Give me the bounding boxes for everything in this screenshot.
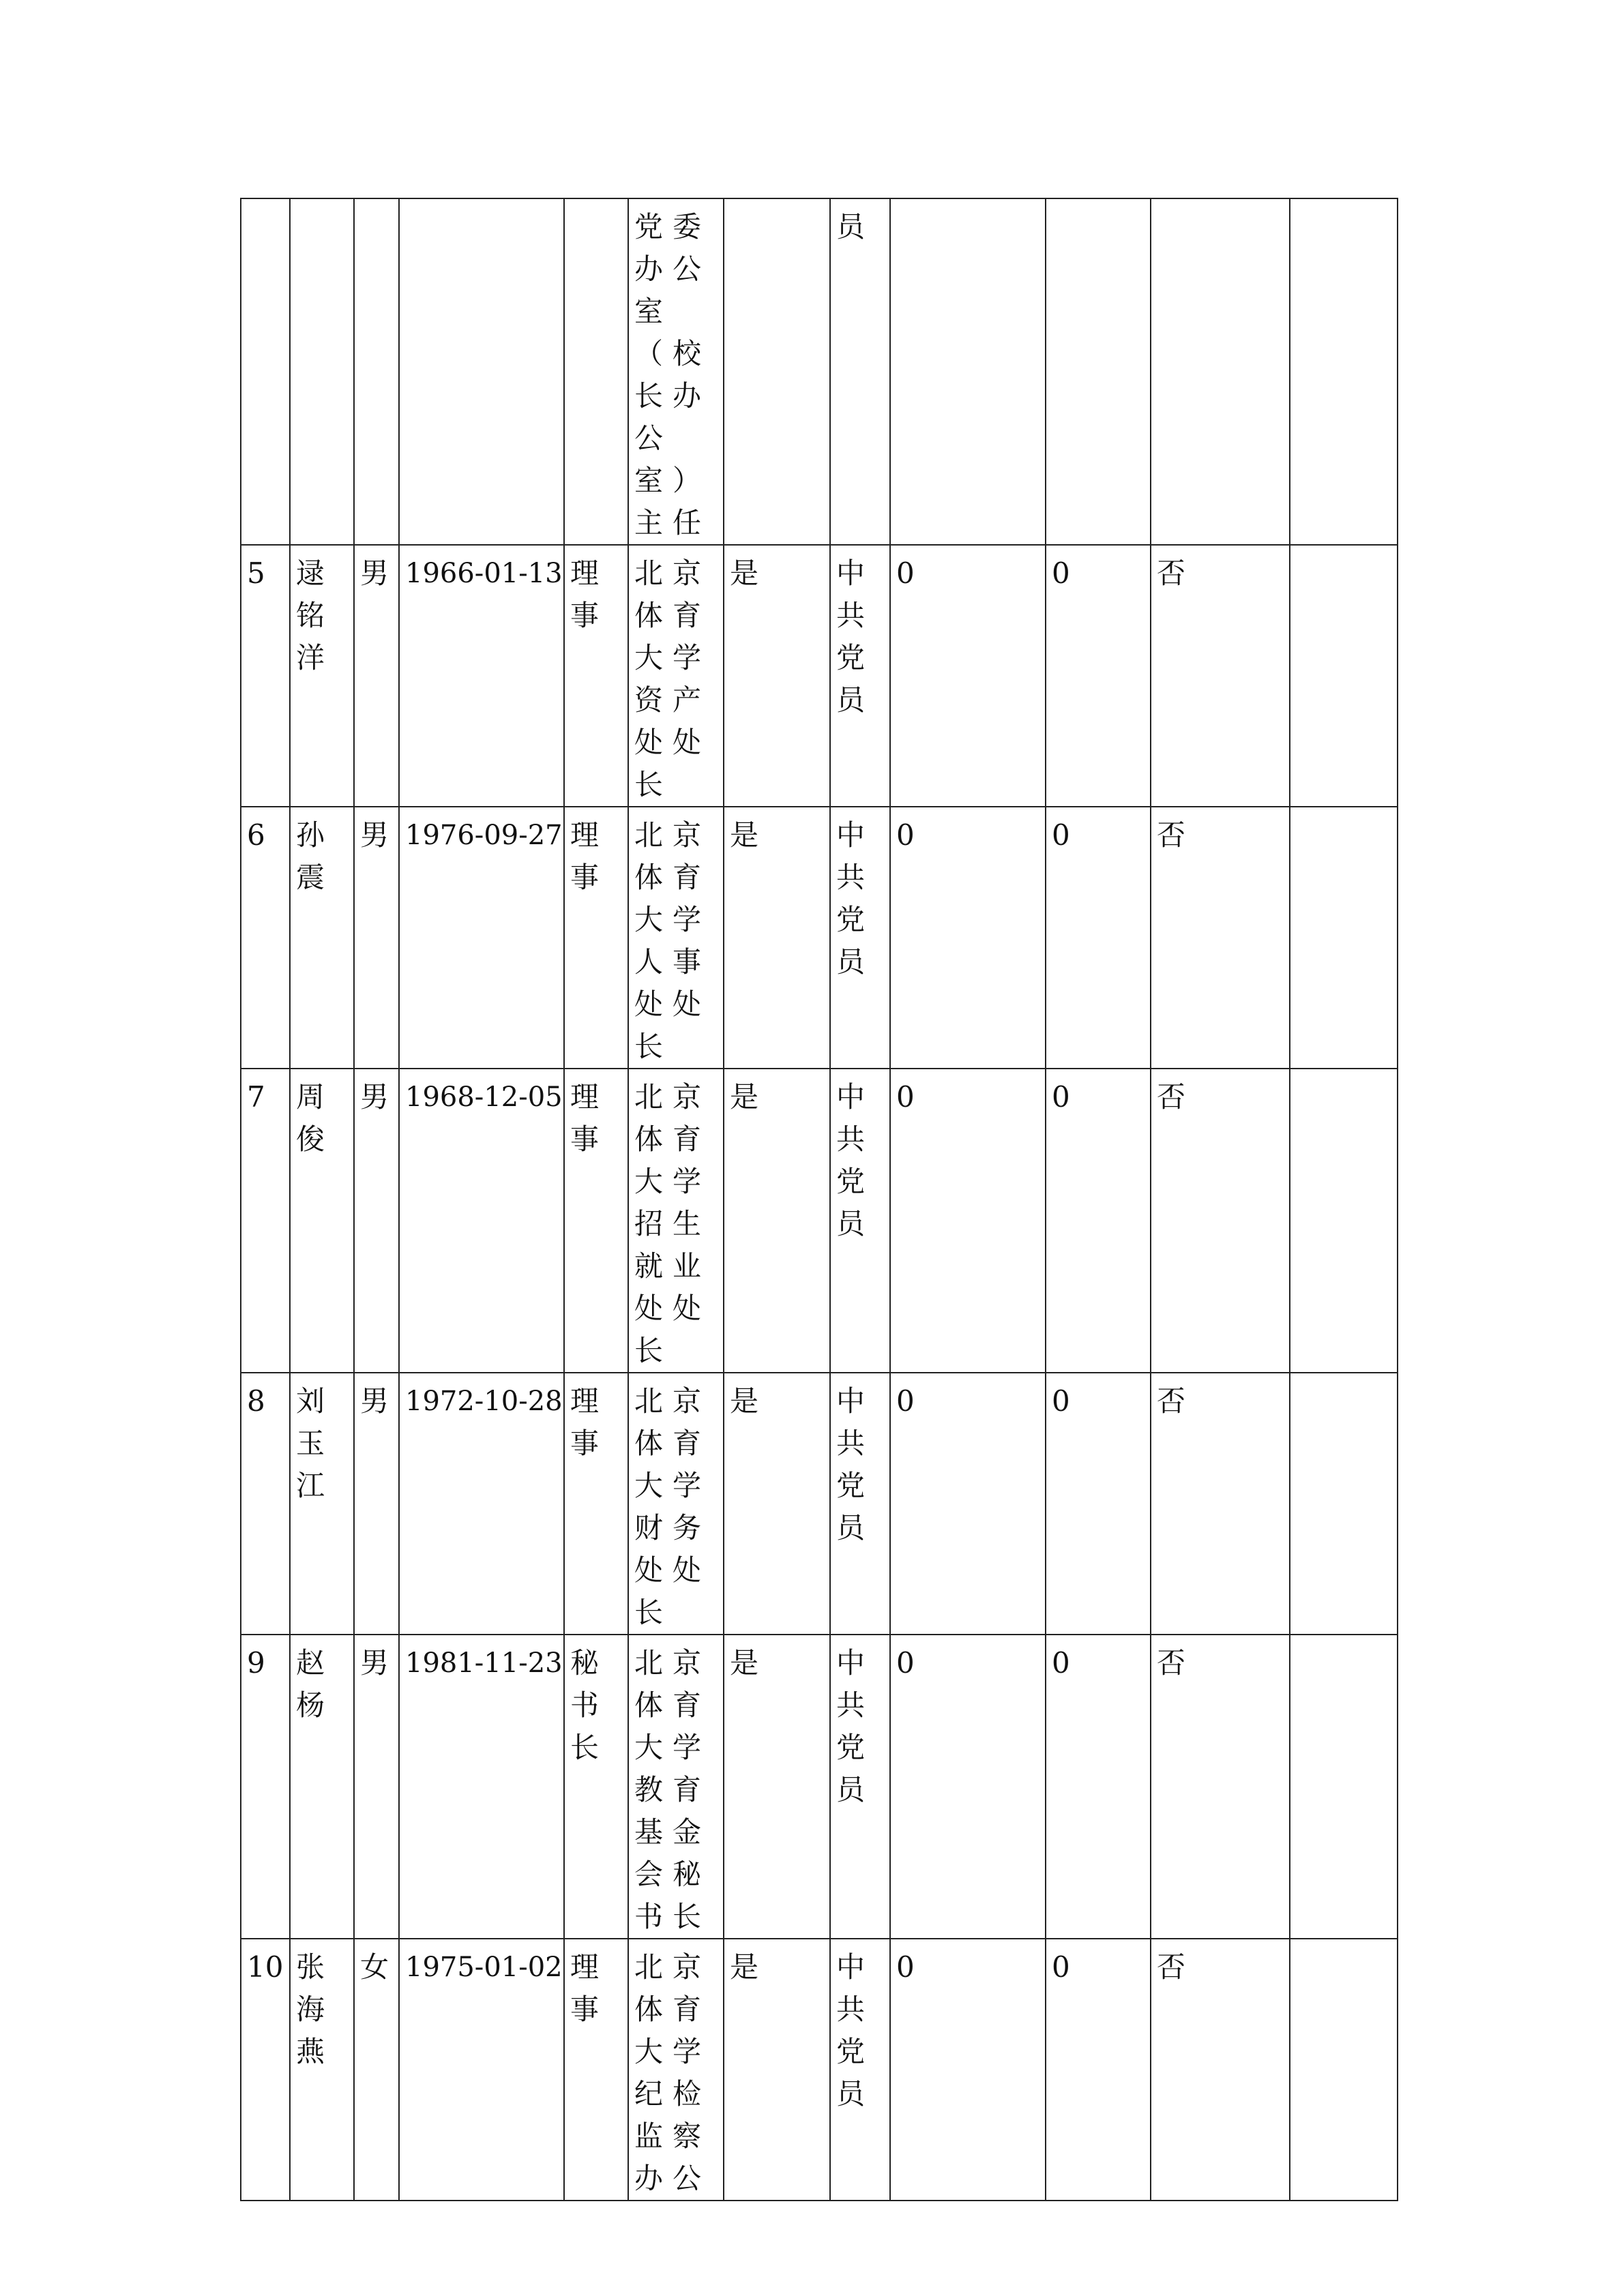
cell-col9: 0 xyxy=(890,1373,1046,1635)
cell-col11: 否 xyxy=(1151,1635,1290,1939)
cell-position: 北京体育大学教育基金会秘书长 xyxy=(628,1635,724,1939)
cell-party: 中共党员 xyxy=(830,807,890,1069)
cell-no: 8 xyxy=(241,1373,290,1635)
table-row xyxy=(241,1635,1398,1939)
cell-col10 xyxy=(1046,198,1151,545)
cell-col11: 否 xyxy=(1151,1069,1290,1373)
cell-fulltime xyxy=(724,198,830,545)
cell-col10: 0 xyxy=(1046,1939,1151,2201)
cell-birth xyxy=(399,198,564,545)
cell-col12 xyxy=(1290,1373,1398,1635)
cell-name: 逯铭洋 xyxy=(290,545,354,807)
cell-no: 9 xyxy=(241,1635,290,1939)
cell-role: 理事 xyxy=(564,807,628,1069)
cell-party: 中共党员 xyxy=(830,1069,890,1373)
cell-no xyxy=(241,198,290,545)
cell-col12 xyxy=(1290,1635,1398,1939)
cell-col11: 否 xyxy=(1151,545,1290,807)
cell-col11: 否 xyxy=(1151,807,1290,1069)
cell-col12 xyxy=(1290,807,1398,1069)
cell-fulltime: 是 xyxy=(724,1939,830,2201)
table-row xyxy=(241,1939,1398,2201)
cell-col12 xyxy=(1290,198,1398,545)
cell-name xyxy=(290,198,354,545)
cell-party: 中共党员 xyxy=(830,1635,890,1939)
cell-col9: 0 xyxy=(890,1635,1046,1939)
cell-fulltime: 是 xyxy=(724,1373,830,1635)
cell-fulltime: 是 xyxy=(724,545,830,807)
cell-gender: 男 xyxy=(354,807,399,1069)
cell-col9: 0 xyxy=(890,1939,1046,2201)
cell-position: 北京体育大学纪检监察办公 xyxy=(628,1939,724,2201)
cell-position: 党委办公室（校长办公室）主任 xyxy=(628,198,724,545)
cell-position: 北京体育大学人事处处长 xyxy=(628,807,724,1069)
cell-position: 北京体育大学财务处处长 xyxy=(628,1373,724,1635)
cell-role: 理事 xyxy=(564,1939,628,2201)
table-row xyxy=(241,198,1398,545)
cell-col10: 0 xyxy=(1046,1069,1151,1373)
table-row xyxy=(241,1069,1398,1373)
cell-position: 北京体育大学资产处处长 xyxy=(628,545,724,807)
cell-col9: 0 xyxy=(890,807,1046,1069)
table-row xyxy=(241,807,1398,1069)
cell-gender xyxy=(354,198,399,545)
cell-gender: 男 xyxy=(354,1635,399,1939)
cell-birth: 1975-01-02 xyxy=(399,1939,564,2201)
cell-col10: 0 xyxy=(1046,545,1151,807)
cell-col11: 否 xyxy=(1151,1373,1290,1635)
cell-col11 xyxy=(1151,198,1290,545)
cell-birth: 1966-01-13 xyxy=(399,545,564,807)
cell-birth: 1972-10-28 xyxy=(399,1373,564,1635)
cell-party: 中共党员 xyxy=(830,545,890,807)
cell-col12 xyxy=(1290,545,1398,807)
cell-name: 孙震 xyxy=(290,807,354,1069)
cell-gender: 男 xyxy=(354,1069,399,1373)
cell-gender: 女 xyxy=(354,1939,399,2201)
cell-col10: 0 xyxy=(1046,807,1151,1069)
cell-party: 员 xyxy=(830,198,890,545)
cell-col12 xyxy=(1290,1069,1398,1373)
cell-no: 7 xyxy=(241,1069,290,1373)
cell-col9: 0 xyxy=(890,545,1046,807)
cell-name: 张海燕 xyxy=(290,1939,354,2201)
cell-col10: 0 xyxy=(1046,1373,1151,1635)
table-row xyxy=(241,1373,1398,1635)
cell-role: 理事 xyxy=(564,1069,628,1373)
cell-col9 xyxy=(890,198,1046,545)
cell-birth: 1981-11-23 xyxy=(399,1635,564,1939)
cell-position: 北京体育大学招生就业处处长 xyxy=(628,1069,724,1373)
table-body xyxy=(241,198,1398,2201)
cell-birth: 1968-12-05 xyxy=(399,1069,564,1373)
cell-col10: 0 xyxy=(1046,1635,1151,1939)
table-row xyxy=(241,545,1398,807)
cell-name: 赵杨 xyxy=(290,1635,354,1939)
cell-col9: 0 xyxy=(890,1069,1046,1373)
cell-fulltime: 是 xyxy=(724,1635,830,1939)
cell-no: 10 xyxy=(241,1939,290,2201)
cell-fulltime: 是 xyxy=(724,807,830,1069)
cell-role: 理事 xyxy=(564,1373,628,1635)
cell-col12 xyxy=(1290,1939,1398,2201)
cell-gender: 男 xyxy=(354,545,399,807)
cell-col11: 否 xyxy=(1151,1939,1290,2201)
cell-party: 中共党员 xyxy=(830,1373,890,1635)
cell-role: 理事 xyxy=(564,545,628,807)
cell-no: 5 xyxy=(241,545,290,807)
cell-gender: 男 xyxy=(354,1373,399,1635)
cell-name: 周俊 xyxy=(290,1069,354,1373)
cell-no: 6 xyxy=(241,807,290,1069)
cell-name: 刘玉江 xyxy=(290,1373,354,1635)
cell-birth: 1976-09-27 xyxy=(399,807,564,1069)
board-members-table xyxy=(240,198,1398,2201)
cell-party: 中共党员 xyxy=(830,1939,890,2201)
cell-role xyxy=(564,198,628,545)
cell-fulltime: 是 xyxy=(724,1069,830,1373)
cell-role: 秘书长 xyxy=(564,1635,628,1939)
